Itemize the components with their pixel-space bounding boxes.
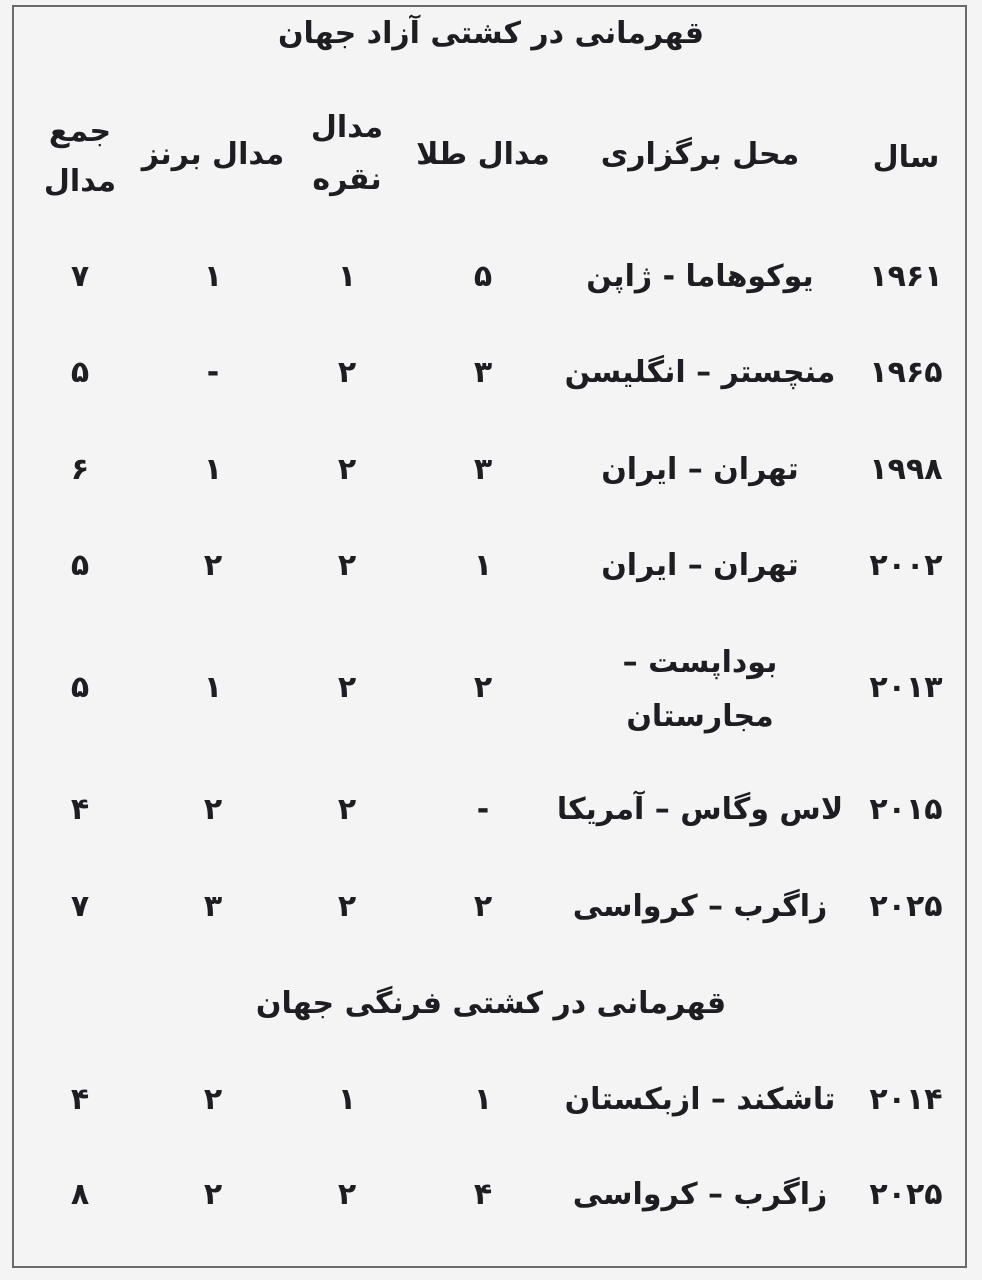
cell-bronze: -: [206, 355, 220, 390]
cell-gold: ۱: [473, 548, 493, 583]
cell-silver: ۲: [337, 1177, 357, 1212]
cell-silver: ۱: [337, 1082, 357, 1117]
cell-bronze: ۲: [203, 1082, 223, 1117]
cell-total: ۶: [70, 452, 90, 487]
cell-gold: ۴: [473, 1177, 493, 1212]
cell-total: ۴: [70, 1082, 90, 1117]
cell-silver: ۱: [337, 259, 357, 294]
cell-place: منچستر – انگلیسن: [564, 355, 836, 390]
cell-year: ۱۹۶۱: [869, 259, 943, 294]
cell-year: ۱۹۶۵: [869, 355, 943, 390]
cell-year: ۲۰۲۵: [869, 889, 943, 924]
cell-total: ۸: [70, 1177, 90, 1212]
cell-gold: ۵: [473, 259, 493, 294]
cell-year: ۲۰۱۳: [869, 670, 943, 705]
cell-year: ۲۰۱۵: [869, 792, 943, 827]
cell-gold: ۳: [473, 355, 493, 390]
cell-bronze: ۱: [203, 452, 223, 487]
cell-silver: ۲: [337, 670, 357, 705]
cell-bronze: ۲: [203, 792, 223, 827]
cell-silver: ۲: [337, 889, 357, 924]
header-place: محل برگزاری: [600, 137, 800, 172]
cell-year: ۲۰۲۵: [869, 1177, 943, 1212]
cell-silver: ۲: [337, 548, 357, 583]
cell-total: ۴: [70, 792, 90, 827]
header-total-line1: جمع: [48, 114, 112, 149]
header-year: سال: [872, 140, 940, 175]
cell-total: ۵: [70, 548, 90, 583]
cell-place: لاس وگاس – آمریکا: [556, 792, 844, 827]
cell-total: ۷: [70, 889, 90, 924]
cell-bronze: ۲: [203, 1177, 223, 1212]
cell-bronze: ۳: [203, 889, 223, 924]
cell-total: ۷: [70, 259, 90, 294]
cell-silver: ۲: [337, 792, 357, 827]
cell-place: تهران – ایران: [601, 548, 799, 583]
header-silver-line1: مدال: [310, 110, 384, 145]
cell-gold: ۲: [473, 670, 493, 705]
cell-place: بوداپست – مجارستان: [622, 645, 778, 734]
cell-place: تاشکند – ازبکستان: [564, 1082, 836, 1117]
cell-gold: ۲: [473, 889, 493, 924]
cell-total: ۵: [70, 355, 90, 390]
cell-silver: ۲: [337, 452, 357, 487]
cell-total: ۵: [70, 670, 90, 705]
header-bronze: مدال برنز: [141, 137, 285, 172]
cell-place: زاگرب – کرواسی: [572, 1177, 828, 1212]
cell-bronze: ۱: [203, 670, 223, 705]
cell-year: ۲۰۱۴: [869, 1082, 943, 1117]
cell-bronze: ۲: [203, 548, 223, 583]
cell-place: یوکوهاما - ژاپن: [586, 259, 814, 294]
cell-year: ۱۹۹۸: [869, 452, 943, 487]
cell-silver: ۲: [337, 355, 357, 390]
cell-gold: -: [476, 792, 490, 827]
section-title-freestyle: قهرمانی در کشتی آزاد جهان: [277, 16, 705, 51]
cell-gold: ۳: [473, 452, 493, 487]
header-total-line2: مدال: [43, 164, 117, 199]
cell-bronze: ۱: [203, 259, 223, 294]
cell-place: زاگرب – کرواسی: [572, 889, 828, 924]
cell-year: ۲۰۰۲: [869, 548, 943, 583]
header-silver-line2: نقره: [312, 162, 382, 197]
cell-place: تهران – ایران: [601, 452, 799, 487]
cell-gold: ۱: [473, 1082, 493, 1117]
header-gold: مدال طلا: [416, 137, 550, 172]
section-title-greco-roman: قهرمانی در کشتی فرنگی جهان: [255, 986, 727, 1021]
